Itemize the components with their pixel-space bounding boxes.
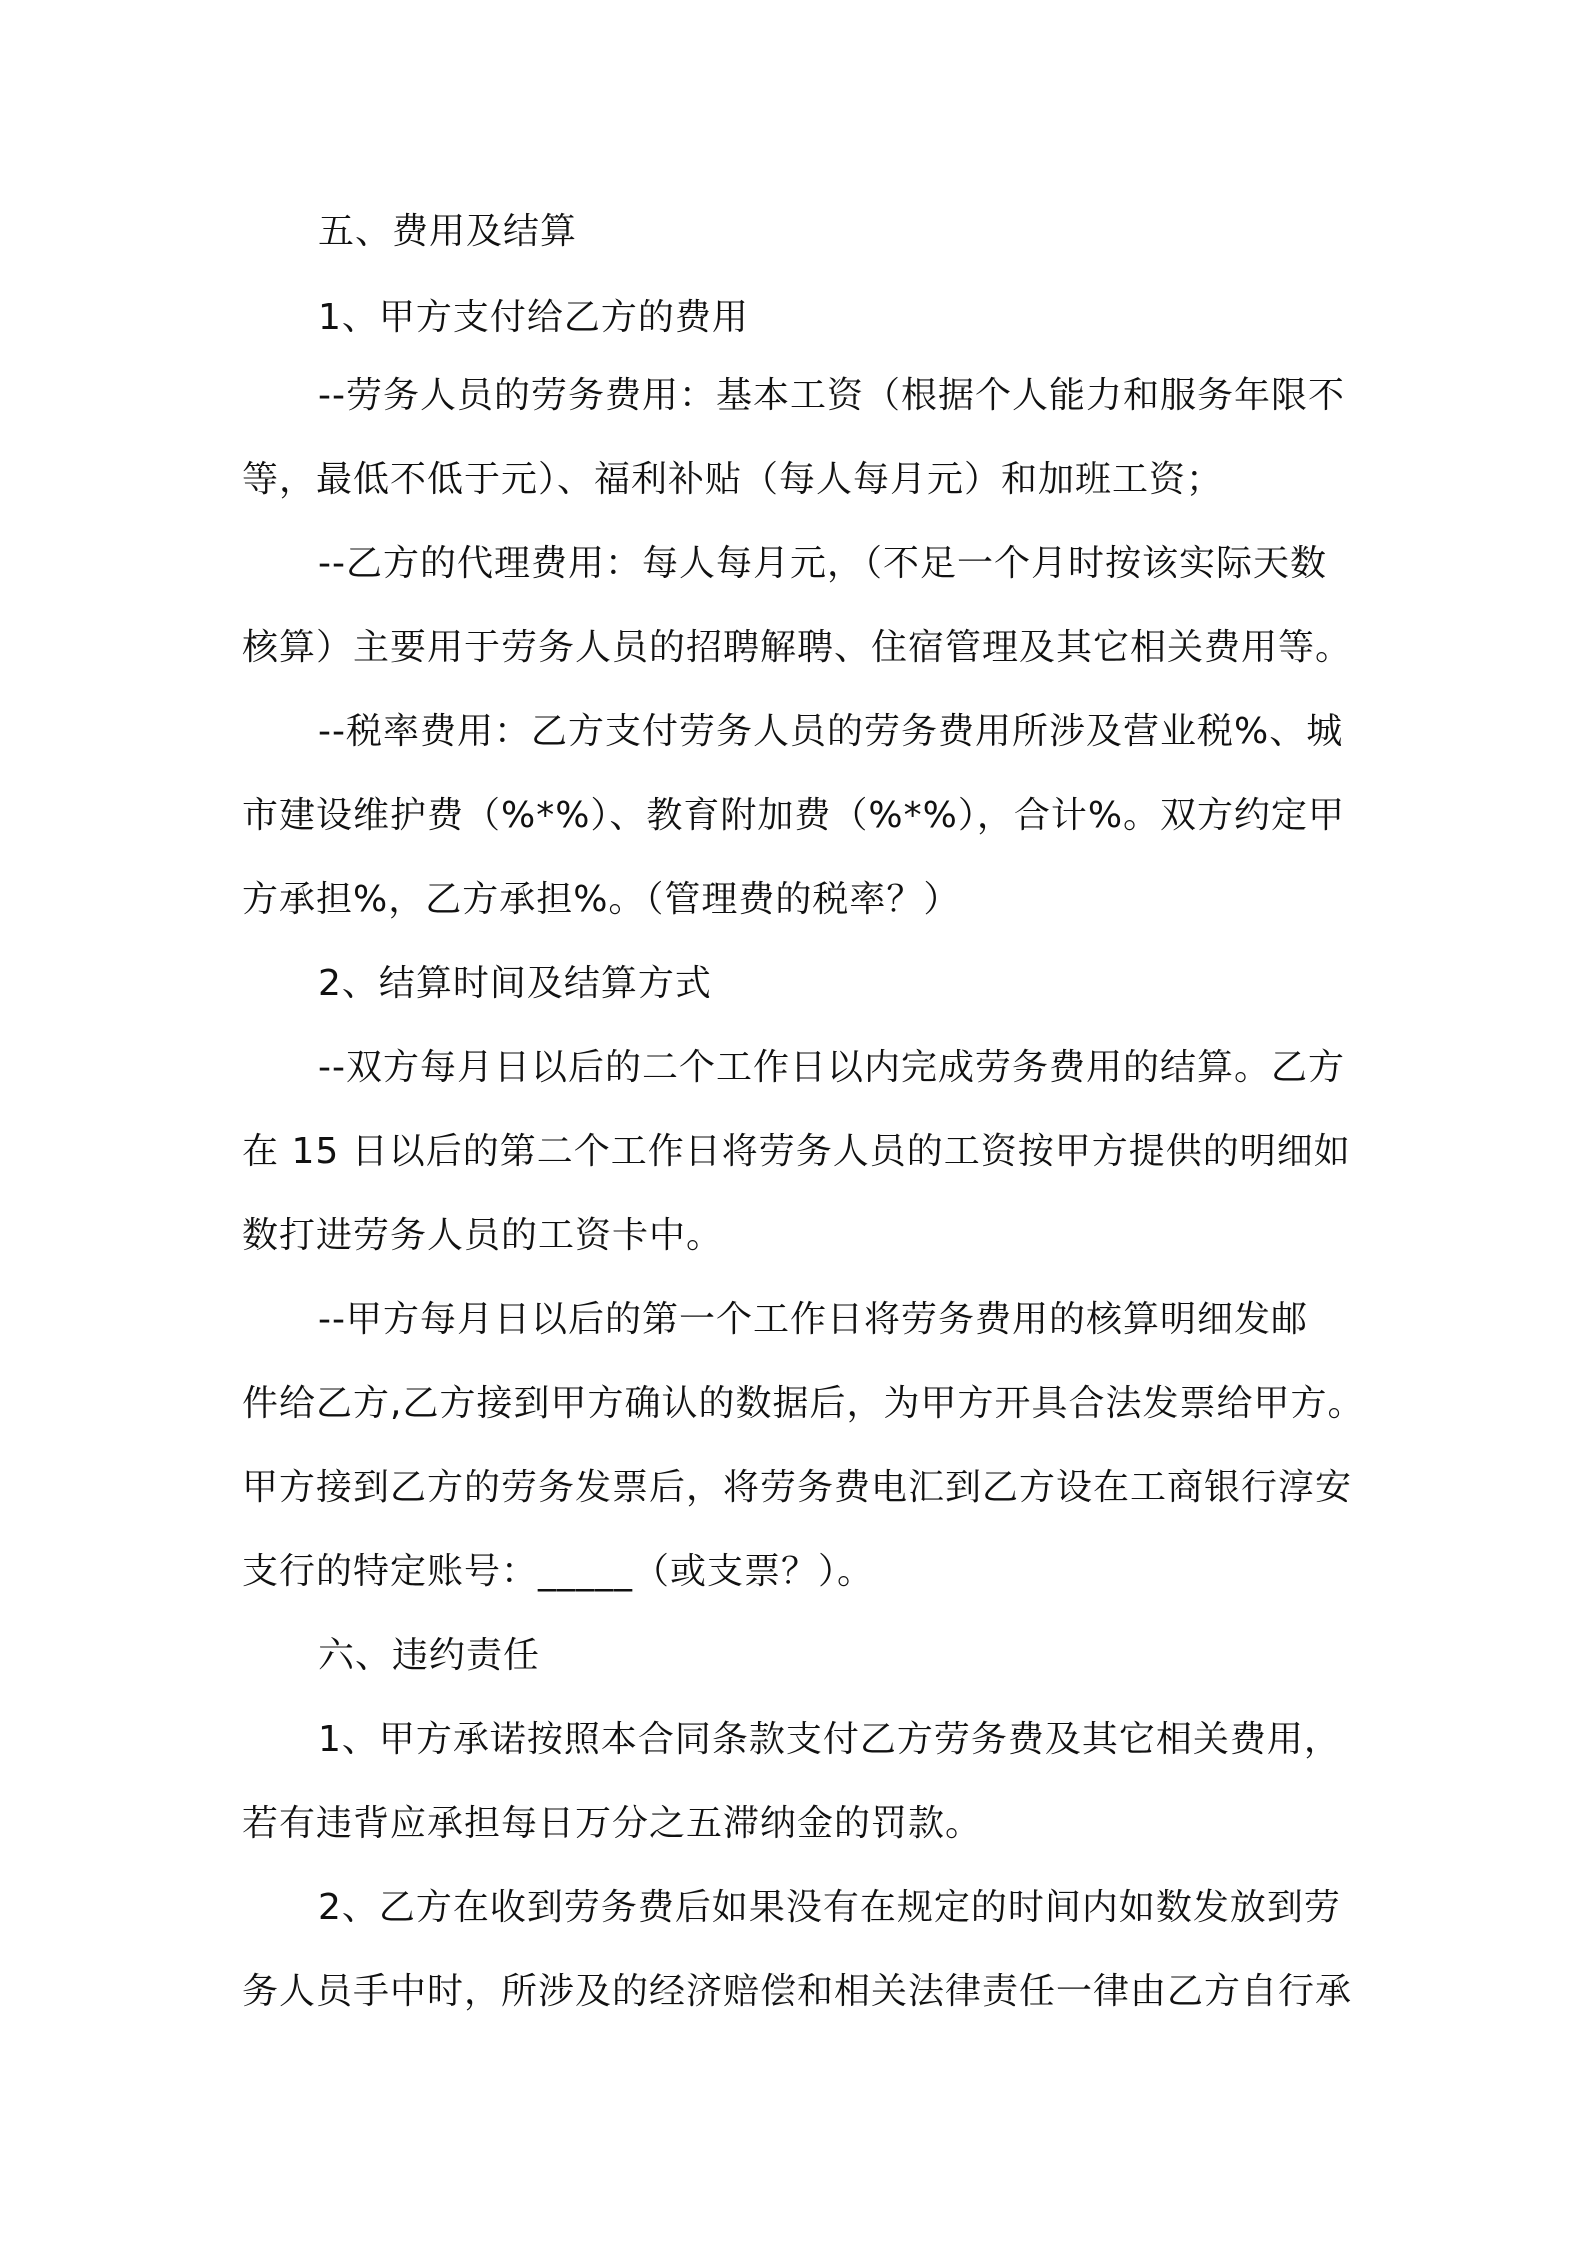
section-6-heading: 六、违约责任 xyxy=(318,1635,541,1676)
paragraph-invoice-line-2: 件给乙方,乙方接到甲方确认的数据后，为甲方开具合法发票给甲方。 xyxy=(242,1383,1365,1424)
paragraph-party-a-breach-line-1: 1、甲方承诺按照本合同条款支付乙方劳务费及其它相关费用， xyxy=(318,1719,1341,1760)
paragraph-invoice-line-3: 甲方接到乙方的劳务发票后，将劳务费电汇到乙方设在工商银行淳安 xyxy=(242,1467,1353,1508)
section-5-heading: 五、费用及结算 xyxy=(318,211,578,252)
paragraph-tax-line-1: --税率费用：乙方支付劳务人员的劳务费用所涉及营业税%、城 xyxy=(318,711,1344,752)
paragraph-party-b-breach-line-1: 2、乙方在收到劳务费后如果没有在规定的时间内如数发放到劳 xyxy=(318,1887,1341,1928)
paragraph-agency-fee-line-1: --乙方的代理费用：每人每月元，（不足一个月时按该实际天数 xyxy=(318,543,1327,584)
item-1-heading: 1、甲方支付给乙方的费用 xyxy=(318,297,749,338)
paragraph-settlement-line-1: --双方每月日以后的二个工作日以内完成劳务费用的结算。乙方 xyxy=(318,1047,1345,1088)
paragraph-tax-line-2: 市建设维护费（%*%）、教育附加费（%*%），合计%。双方约定甲 xyxy=(242,795,1346,836)
paragraph-tax-line-3: 方承担%，乙方承担%。（管理费的税率？） xyxy=(242,879,961,920)
paragraph-invoice-line-4: 支行的特定账号：_____（或支票？）。 xyxy=(242,1551,875,1592)
item-2-heading: 2、结算时间及结算方式 xyxy=(318,963,712,1004)
paragraph-labor-fee-line-2: 等，最低不低于元）、福利补贴（每人每月元）和加班工资； xyxy=(242,459,1224,500)
paragraph-party-a-breach-line-2: 若有违背应承担每日万分之五滞纳金的罚款。 xyxy=(242,1803,983,1844)
paragraph-labor-fee-line-1: --劳务人员的劳务费用：基本工资（根据个人能力和服务年限不 xyxy=(318,375,1345,416)
paragraph-invoice-line-1: --甲方每月日以后的第一个工作日将劳务费用的核算明细发邮 xyxy=(318,1299,1308,1340)
paragraph-agency-fee-line-2: 核算）主要用于劳务人员的招聘解聘、住宿管理及其它相关费用等。 xyxy=(242,627,1353,668)
paragraph-settlement-line-3: 数打进劳务人员的工资卡中。 xyxy=(242,1215,724,1256)
paragraph-party-b-breach-line-2: 务人员手中时，所涉及的经济赔偿和相关法律责任一律由乙方自行承 xyxy=(242,1971,1353,2012)
paragraph-settlement-line-2: 在 15 日以后的第二个工作日将劳务人员的工资按甲方提供的明细如 xyxy=(242,1131,1351,1172)
